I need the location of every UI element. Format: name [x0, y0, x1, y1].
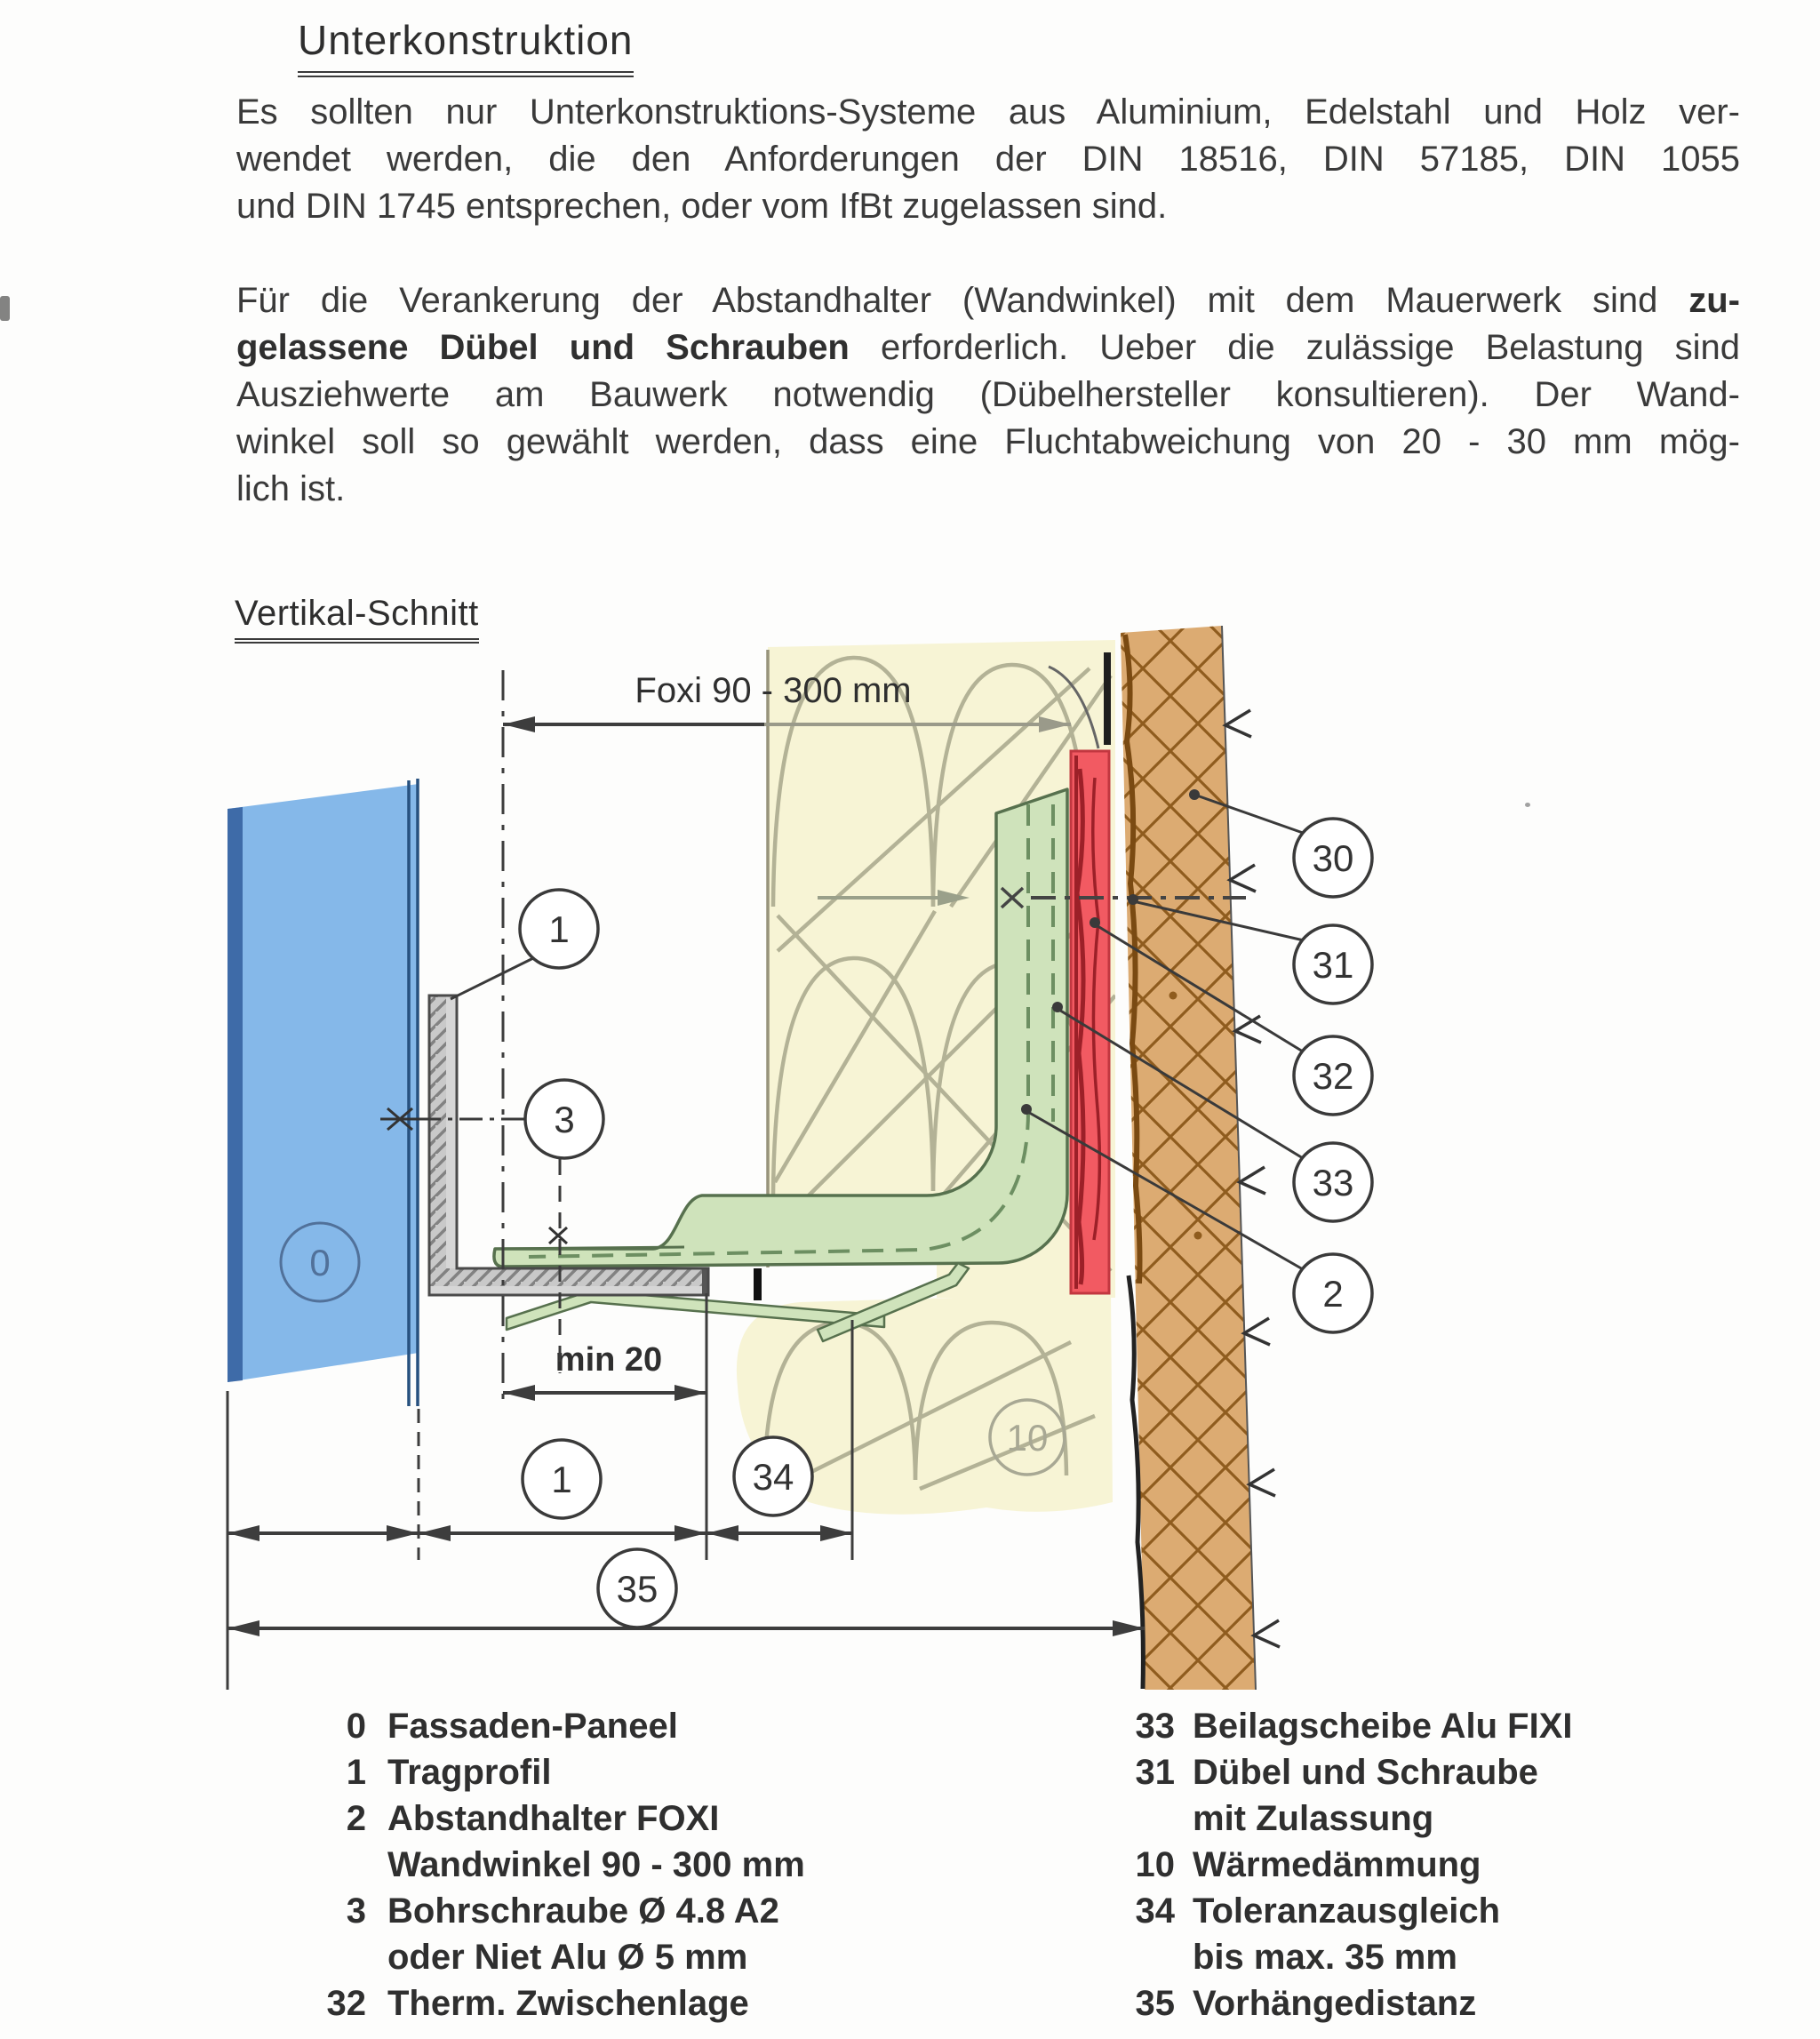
- callout-34: [734, 1437, 812, 1515]
- paragraph-2-line-1: Für die Verankerung der Abstandhalter (Wandwinkel) mit dem Mauerwerk sind zu-: [236, 281, 1740, 320]
- legend-item-1: 1 Tragprofil: [346, 1753, 552, 1792]
- paragraph-1: [236, 89, 1740, 230]
- paragraph-1-line-2: wendet werden, die den Anforderungen der DIN 18516, DIN 57185, DIN 1055: [236, 140, 1740, 179]
- thermal-isolation-pad: [1071, 751, 1109, 1293]
- callout-31: [1294, 925, 1372, 1004]
- callout-2: [1294, 1254, 1372, 1332]
- legend-item-0: 0 Fassaden-Paneel: [346, 1707, 678, 1746]
- legend-item-32: 32 Therm. Zwischenlage: [326, 1984, 749, 2023]
- vertical-section-drawing: [151, 613, 1484, 1724]
- paragraph-2: [236, 277, 1740, 513]
- support-plate-edge: [495, 1247, 684, 1249]
- rivet-mark: [754, 1268, 762, 1300]
- paragraph-2-line-2: gelassene Dübel und Schrauben erforderlich. Ueber die zulässige Belastung sind: [236, 328, 1740, 367]
- svg-text:1: 1: [548, 908, 570, 950]
- svg-text:1: 1: [551, 1459, 572, 1500]
- dimension-label-min20: min 20: [555, 1341, 663, 1379]
- legend-right-column: [1111, 1703, 1573, 2027]
- legend-item-10: 10 Wärmedämmung: [1135, 1845, 1481, 1884]
- dimension-label-foxi: Foxi 90 - 300 mm: [635, 671, 912, 710]
- callout-35: [598, 1549, 676, 1627]
- paragraph-1-line-1: Es sollten nur Unterkonstruktions-Systeme aus Aluminium, Edelstahl und Holz ver-: [236, 92, 1740, 132]
- callout-3: [525, 1080, 603, 1158]
- svg-text:34: 34: [752, 1456, 794, 1498]
- callout-33: [1294, 1143, 1372, 1221]
- svg-text:33: 33: [1312, 1162, 1354, 1203]
- paragraph-1-line-3: und DIN 1745 entsprechen, oder vom IfBt zugelassen sind.: [236, 187, 1168, 226]
- svg-text:0: 0: [309, 1242, 331, 1283]
- paragraph-2-line-5: lich ist.: [236, 469, 346, 508]
- masonry-wall: [1111, 613, 1280, 1724]
- legend-item-34: 34 Toleranzausgleich: [1135, 1891, 1501, 1931]
- legend-item-33: 33 Beilagscheibe Alu FIXI: [1135, 1707, 1573, 1746]
- callout-30: [1294, 819, 1372, 897]
- callout-1-bottom: [523, 1440, 601, 1518]
- legend-item-34-cont: bis max. 35 mm: [1193, 1938, 1457, 1977]
- paragraph-2-line-3: Ausziehwerte am Bauwerk notwendig (Dübelhersteller konsultieren). Der Wand-: [236, 375, 1740, 414]
- svg-text:35: 35: [616, 1568, 659, 1610]
- legend-item-31: 31 Dübel und Schraube: [1135, 1753, 1538, 1792]
- page-title: Unterkonstruktion: [298, 16, 634, 77]
- legend-item-31-cont: mit Zulassung: [1193, 1799, 1434, 1838]
- facade-panel: [228, 779, 419, 1406]
- legend-item-3-cont: oder Niet Alu Ø 5 mm: [387, 1938, 748, 1977]
- panel-back-edge: [228, 807, 243, 1382]
- legend-item-2-cont: Wandwinkel 90 - 300 mm: [387, 1845, 805, 1884]
- paragraph-2-line-4: winkel soll so gewählt werden, dass eine Fluchtabweichung von 20 - 30 mm mög-: [236, 422, 1740, 461]
- section-heading: Vertikal-Schnitt: [235, 594, 479, 644]
- scan-speck: [1525, 803, 1530, 807]
- callout-32: [1294, 1036, 1372, 1115]
- legend-left-column: [311, 1703, 805, 2027]
- svg-text:2: 2: [1322, 1273, 1344, 1315]
- svg-text:31: 31: [1312, 944, 1354, 986]
- svg-text:30: 30: [1312, 837, 1354, 879]
- legend-item-2: 2 Abstandhalter FOXI: [346, 1799, 720, 1838]
- svg-text:32: 32: [1312, 1055, 1354, 1097]
- legend-item-35: 35 Vorhängedistanz: [1135, 1984, 1477, 2023]
- scan-smudge: [0, 296, 10, 321]
- svg-text:3: 3: [554, 1099, 575, 1140]
- svg-text:10: 10: [1006, 1417, 1049, 1459]
- callout-1-top: [520, 890, 598, 968]
- legend-item-3: 3 Bohrschraube Ø 4.8 A2: [346, 1891, 779, 1931]
